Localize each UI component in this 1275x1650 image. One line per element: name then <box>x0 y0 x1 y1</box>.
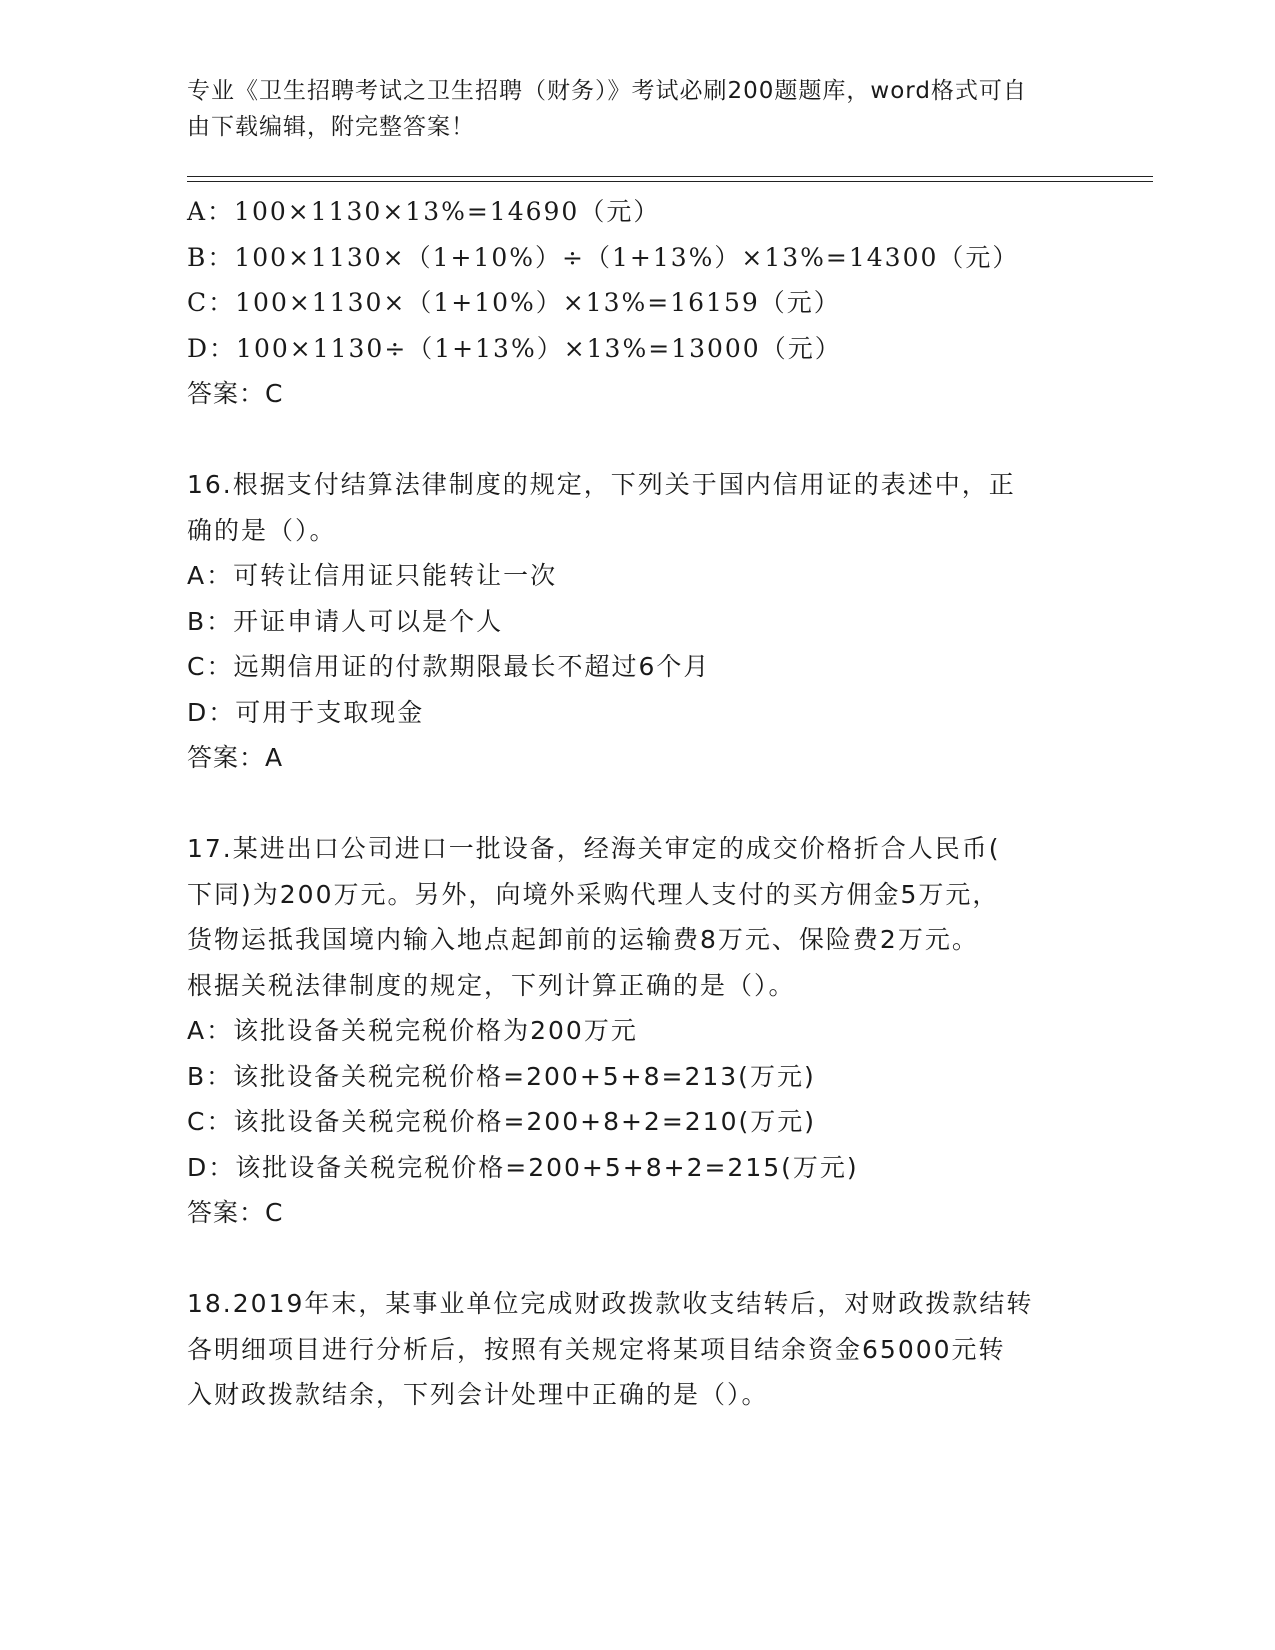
q16-stem-line-2: 确的是（）。 <box>187 515 337 545</box>
q16-option-c: C：远期信用证的付款期限最长不超过6个月 <box>187 652 711 681</box>
spacer <box>187 1236 1087 1282</box>
q18-stem-line-3: 入财政拨款结余，下列会计处理中正确的是（）。 <box>187 1380 769 1409</box>
header-line-1: 专业《卫生招聘考试之卫生招聘（财务）》考试必刷200题题库，word格式可自 <box>187 78 1027 104</box>
q17-option-b: B：该批设备关税完税价格=200+5+8=213(万元) <box>187 1061 816 1091</box>
q17-option-a: A：该批设备关税完税价格为200万元 <box>187 1016 638 1045</box>
question-15 <box>187 189 1087 417</box>
q15-answer: 答案：C <box>187 379 284 408</box>
question-18 <box>187 1281 1087 1418</box>
spacer <box>187 781 1087 827</box>
q15-option-a: A：100×1130×13%=14690（元） <box>187 197 661 226</box>
document-body <box>187 189 1087 1418</box>
q17-option-d: D：该批设备关税完税价格=200+5+8+2=215(万元) <box>187 1152 859 1182</box>
q17-stem-line-1: 17.某进出口公司进口一批设备，经海关审定的成交价格折合人民币( <box>187 834 1001 863</box>
spacer <box>187 417 1087 463</box>
q17-stem-line-3: 货物运抵我国境内输入地点起卸前的运输费8万元、保险费2万元。 <box>187 925 979 954</box>
q16-option-b: B：开证申请人可以是个人 <box>187 606 504 636</box>
document-header <box>187 73 1087 145</box>
q18-stem-line-1: 18.2019年末，某事业单位完成财政拨款收支结转后，对财政拨款结转 <box>187 1289 1034 1318</box>
q17-stem-line-4: 根据关税法律制度的规定，下列计算正确的是（）。 <box>187 970 796 1000</box>
q16-stem-line-1: 16.根据支付结算法律制度的规定，下列关于国内信用证的表述中，正 <box>187 470 1016 499</box>
q16-option-a: A：可转让信用证只能转让一次 <box>187 561 558 590</box>
q15-option-c: C：100×1130×（1+10%）×13%=16159（元） <box>187 288 841 317</box>
header-line-2: 由下载编辑，附完整答案！ <box>187 114 475 140</box>
q17-option-c: C：该批设备关税完税价格=200+8+2=210(万元) <box>187 1107 816 1136</box>
header-divider-bottom <box>187 181 1153 182</box>
q18-stem-line-2: 各明细项目进行分析后，按照有关规定将某项目结余资金65000元转 <box>187 1334 1006 1364</box>
q17-answer: 答案：C <box>187 1198 284 1227</box>
q16-answer: 答案：A <box>187 743 284 772</box>
q16-option-d: D：可用于支取现金 <box>187 697 425 727</box>
header-divider-top <box>187 176 1153 177</box>
q17-stem-line-2: 下同)为200万元。另外，向境外采购代理人支付的买方佣金5万元， <box>187 879 1000 909</box>
question-17 <box>187 826 1087 1236</box>
q15-option-b: B：100×1130×（1+10%）÷（1+13%）×13%=14300（元） <box>187 242 1020 272</box>
question-16 <box>187 462 1087 781</box>
q15-option-d: D：100×1130÷（1+13%）×13%=13000（元） <box>187 333 842 363</box>
